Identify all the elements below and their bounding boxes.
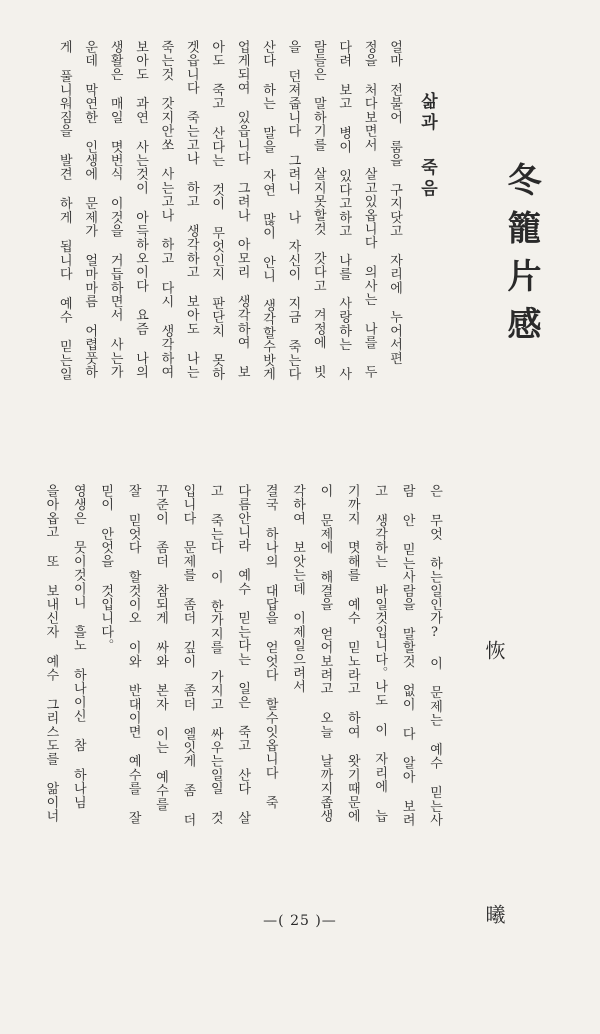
text-column: 얼마 전불어 룸을 구지닷고 자리에 누어서편: [387, 40, 402, 366]
text-column: 잘 믿엇다 할것이오 이와 반대이면 예수를 잘: [125, 484, 141, 825]
main-title: 冬籠片感: [501, 162, 541, 354]
text-column: 은 무엇 하는일인가? 이 문제는 예수 믿는사: [427, 484, 442, 827]
text-column: 산다 하는 말을 자연 많이 안니 생각할수밧게: [260, 40, 275, 381]
essay-title: 삶과 죽음: [417, 92, 437, 200]
text-column: 다름안니라 예수 믿는다는 일은 죽고 산다 살: [235, 484, 251, 825]
text-column: 정을 처다보면서 살고있옵니다 의사는 나를 두: [361, 40, 377, 379]
text-column: 입니다 문제를 좀더 깊이 좀더 엘잇게 좀 더: [180, 484, 196, 827]
text-column: 기까지 몃해를 예수 믿노라고 하여 왓기때문에: [344, 484, 360, 823]
text-column: 업게되여 있읍니다 그려나 아모리 생각하여 보: [234, 40, 250, 379]
text-column: 이 문제에 해결을 얻어보려고 오늘 날까지좁생: [317, 484, 333, 823]
text-column: 아도 죽고 산다는 것이 무엇인지 판단치 못하: [209, 40, 225, 381]
page-number: —( 25 )—: [263, 913, 337, 929]
text-column: 을 던져줍니다 그려니 나 자신이 지금 죽는다: [285, 40, 301, 381]
text-column: 고 죽는다 이 한가지를 가지고 싸우는일일 것: [207, 484, 223, 825]
text-column: 꾸준이 좀더 참되게 싸와 본자 이는 예수를: [153, 484, 168, 812]
author-name: 恢 曦: [482, 640, 506, 1034]
text-column: 람 안 믿는사람을 말할것 없이 다 알아 보려: [399, 484, 415, 827]
text-column: 생활은 매일 몃번식 이것을 거듭하면서 사는가: [107, 40, 123, 379]
text-column: 운데 막연한 인생에 문제가 얼마마름 어렵풋하: [82, 40, 98, 379]
text-column: 결국 하나의 대답을 얻엇다 할수잇옵니다 죽: [262, 484, 278, 810]
text-column: 보아도 과연 사는것이 아득하오이다 요즘 나의: [133, 40, 148, 379]
text-column: 겟읍니다 죽는고나 하고 생각하고 보아도 나는: [183, 40, 199, 379]
text-column: 영생은 뭇이것이니 흘노 하나이신 참 하나님: [70, 484, 86, 810]
text-column: 을아옵고 또 보내신자 예수 그리스도를 앎이너: [43, 484, 59, 823]
text-column: 각하여 보앗는데 이제일으려서: [290, 484, 305, 694]
text-column: 람들은 말하기를 살지못할것 갓다고 겨정에 빗: [310, 40, 326, 379]
text-column: 고 생각하는 바일것입니다。나도 이 자리에 늡: [372, 484, 388, 823]
text-column: 죽는것 갓지안쏘 사는고나 하고 다시 생각하여: [158, 40, 174, 379]
text-column: 믿이 안엇을 것입니다。: [98, 484, 114, 653]
text-column: 다려 보고 병이 있다고하고 나를 사랑하는 사: [336, 40, 352, 381]
text-column: 게 풀니워짐을 발견 하게 됩니다 예수 믿는일: [56, 40, 72, 381]
